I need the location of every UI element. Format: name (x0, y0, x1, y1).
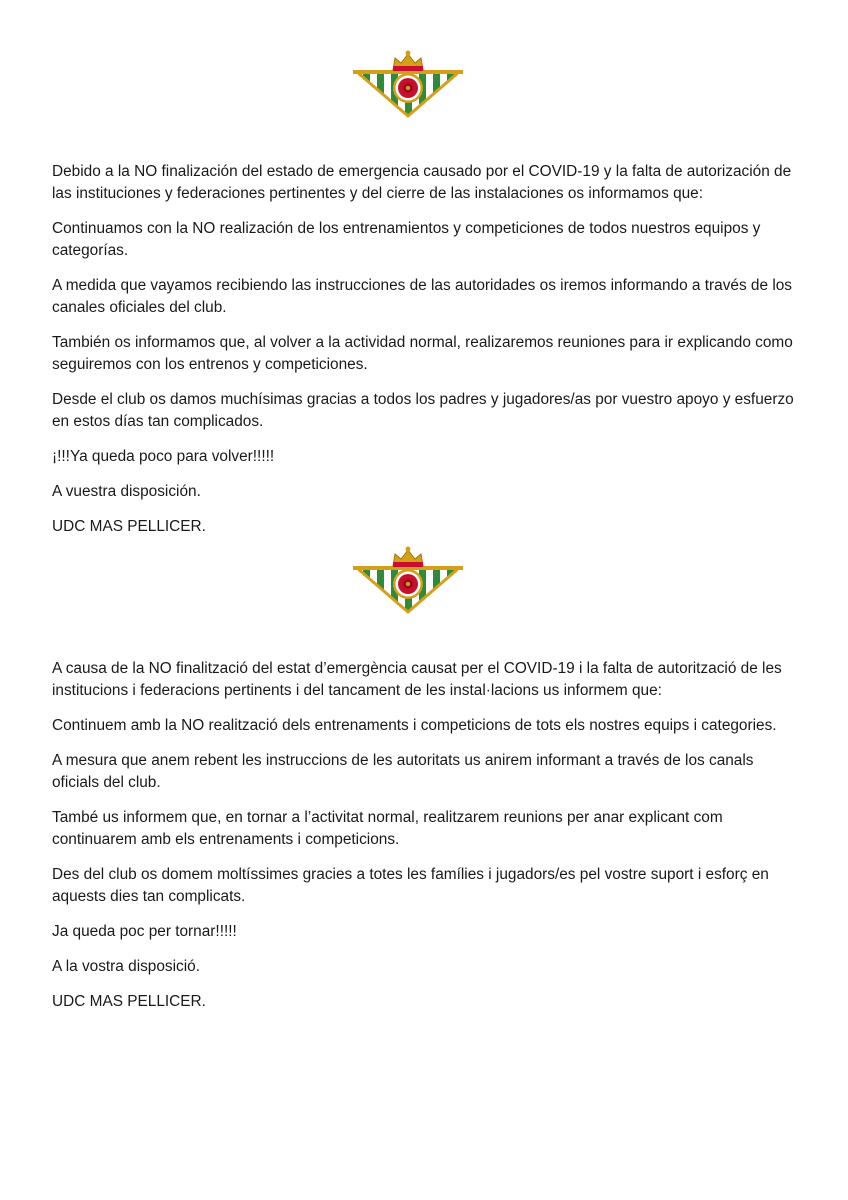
spanish-notice (52, 161, 802, 551)
spanish-paragraph-7: A vuestra disposición. (52, 483, 201, 500)
catalan-notice (52, 658, 802, 1026)
catalan-paragraph-1: A causa de la NO finalització del estat d’emergència causat per el COVID-19 i la falta de autorització de les institucions i federacions pertinents i del tancament de les instal·lacions us informem que: (52, 660, 782, 699)
spanish-signature: UDC MAS PELLICER. (52, 518, 206, 535)
spanish-paragraph-2: Continuamos con la NO realización de los entrenamientos y competiciones de todos nuestros equipos y categorías. (52, 220, 761, 259)
catalan-paragraph-2: Continuem amb la NO realització dels entrenaments i competicions de tots els nostres equips i categories. (52, 717, 777, 734)
catalan-paragraph-5: Des del club os domem moltíssimes gracies a totes les famílies i jugadors/es pel vostre suport i esforç en aquests dies tan complicats. (52, 866, 769, 905)
club-crest-icon (353, 544, 463, 614)
spanish-paragraph-5: Desde el club os damos muchísimas gracias a todos los padres y jugadores/as por vuestro apoyo y esfuerzo en estos días tan complicados. (52, 391, 794, 430)
catalan-signature: UDC MAS PELLICER. (52, 993, 206, 1010)
catalan-paragraph-3: A mesura que anem rebent les instruccions de les autoritats us anirem informant a través de los canals oficials del club. (52, 752, 754, 791)
spanish-paragraph-3: A medida que vayamos recibiendo las instrucciones de las autoridades os iremos informando a través de los canales oficiales del club. (52, 277, 793, 316)
spanish-paragraph-6: ¡!!!Ya queda poco para volver!!!!! (52, 448, 275, 465)
spanish-paragraph-4: También os informamos que, al volver a la actividad normal, realizaremos reuniones para ir explicando como seguiremos con los entrenos y competiciones. (52, 334, 793, 373)
catalan-paragraph-4: També us informem que, en tornar a l’activitat normal, realitzarem reunions per anar explicant com continuarem amb els entrenaments i competicions. (52, 809, 723, 848)
club-crest-icon (353, 48, 463, 118)
catalan-paragraph-6: Ja queda poc per tornar!!!!! (52, 923, 237, 940)
spanish-paragraph-1: Debido a la NO finalización del estado de emergencia causado por el COVID-19 y la falta de autorización de las instituciones y federaciones pertinentes y del cierre de las instalaciones os informamos que: (52, 163, 792, 202)
catalan-paragraph-7: A la vostra disposició. (52, 958, 200, 975)
